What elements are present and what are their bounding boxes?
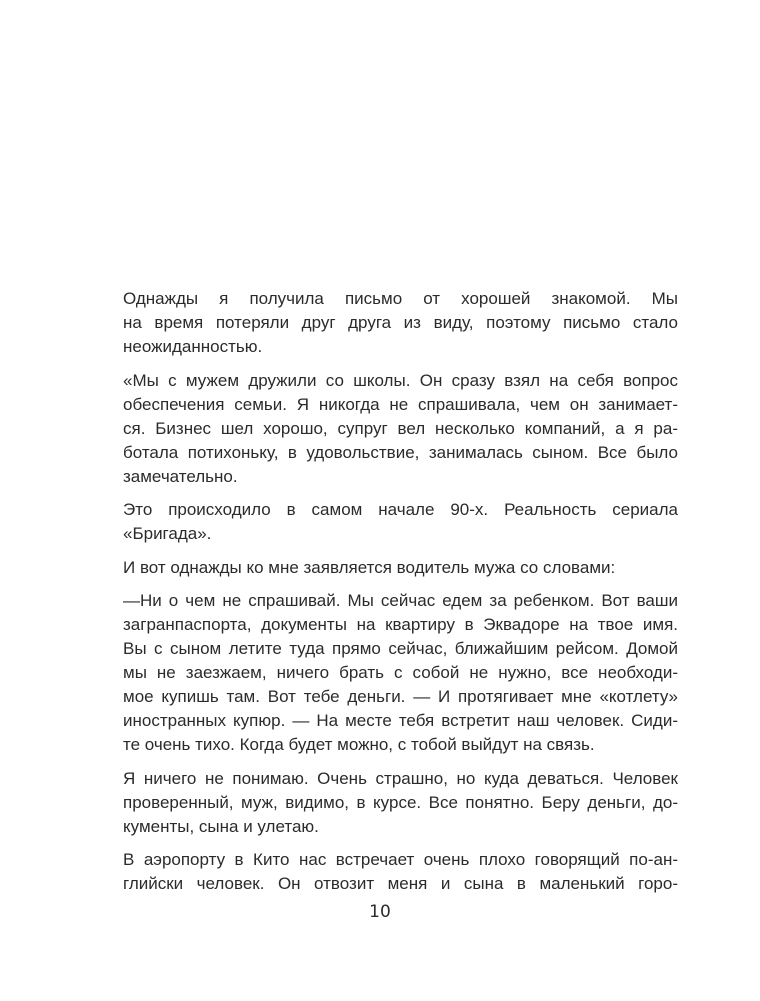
text-line: проверенный, муж, видимо, в курсе. Все понятно. Беру деньги, до-	[123, 792, 678, 812]
paragraph	[123, 556, 678, 580]
paragraph	[123, 287, 678, 359]
text-line: Однажды я получила письмо от хорошей знакомой. Мы	[123, 289, 678, 308]
text-line: «Мы с мужем дружили со школы. Он сразу взял на себя вопрос	[123, 370, 678, 390]
text-line: «Бригада».	[123, 524, 212, 543]
paragraph	[123, 767, 678, 839]
text-line: мое купишь там. Вот тебе деньги. — И протягивает мне «котлету»	[123, 687, 678, 706]
text-line: ся. Бизнес шел хорошо, супруг вел несколько компаний, а я ра-	[123, 418, 678, 438]
text-line: загранпаспорта, документы на квартиру в Эквадоре на твое имя.	[123, 615, 678, 634]
text-line: кументы, сына и улетаю.	[123, 816, 319, 836]
text-line: обеспечения семьи. Я никогда не спрашивала, чем он занимает-	[123, 394, 678, 414]
text-line: —Ни о чем не спрашивай. Мы сейчас едем за ребенком. Вот ваши	[123, 591, 678, 610]
paragraph	[123, 848, 678, 896]
text-line: ботала потихоньку, в удовольствие, занималась сыном. Все было	[123, 442, 678, 462]
body-text	[123, 287, 678, 906]
text-line: Это происходило в самом начале 90-х. Реальность сериала	[123, 500, 678, 519]
text-line: И вот однажды ко мне заявляется водитель мужа со словами:	[123, 557, 616, 577]
text-line: иностранных купюр. — На месте тебя встретит наш человек. Сиди-	[123, 711, 678, 730]
page-number: 10	[369, 902, 391, 922]
text-line: Я ничего не понимаю. Очень страшно, но куда деваться. Человек	[123, 768, 678, 788]
text-line: те очень тихо. Когда будет можно, с тобой выйдут на связь.	[123, 735, 595, 754]
paragraph	[123, 369, 678, 489]
text-line: мы не заезжаем, ничего брать с собой не нужно, все необходи-	[123, 663, 678, 682]
text-line: неожиданностью.	[123, 337, 263, 356]
text-line: В аэропорту в Кито нас встречает очень плохо говорящий по-ан-	[123, 850, 678, 869]
paragraph	[123, 498, 678, 546]
text-line: на время потеряли друг друга из виду, поэтому письмо стало	[123, 313, 678, 332]
text-line: Вы с сыном летите туда прямо сейчас, ближайшим рейсом. Домой	[123, 639, 678, 658]
text-line: замечательно.	[123, 466, 238, 486]
paragraph	[123, 589, 678, 757]
text-line: глийски человек. Он отвозит меня и сына в маленький горо-	[123, 874, 678, 893]
